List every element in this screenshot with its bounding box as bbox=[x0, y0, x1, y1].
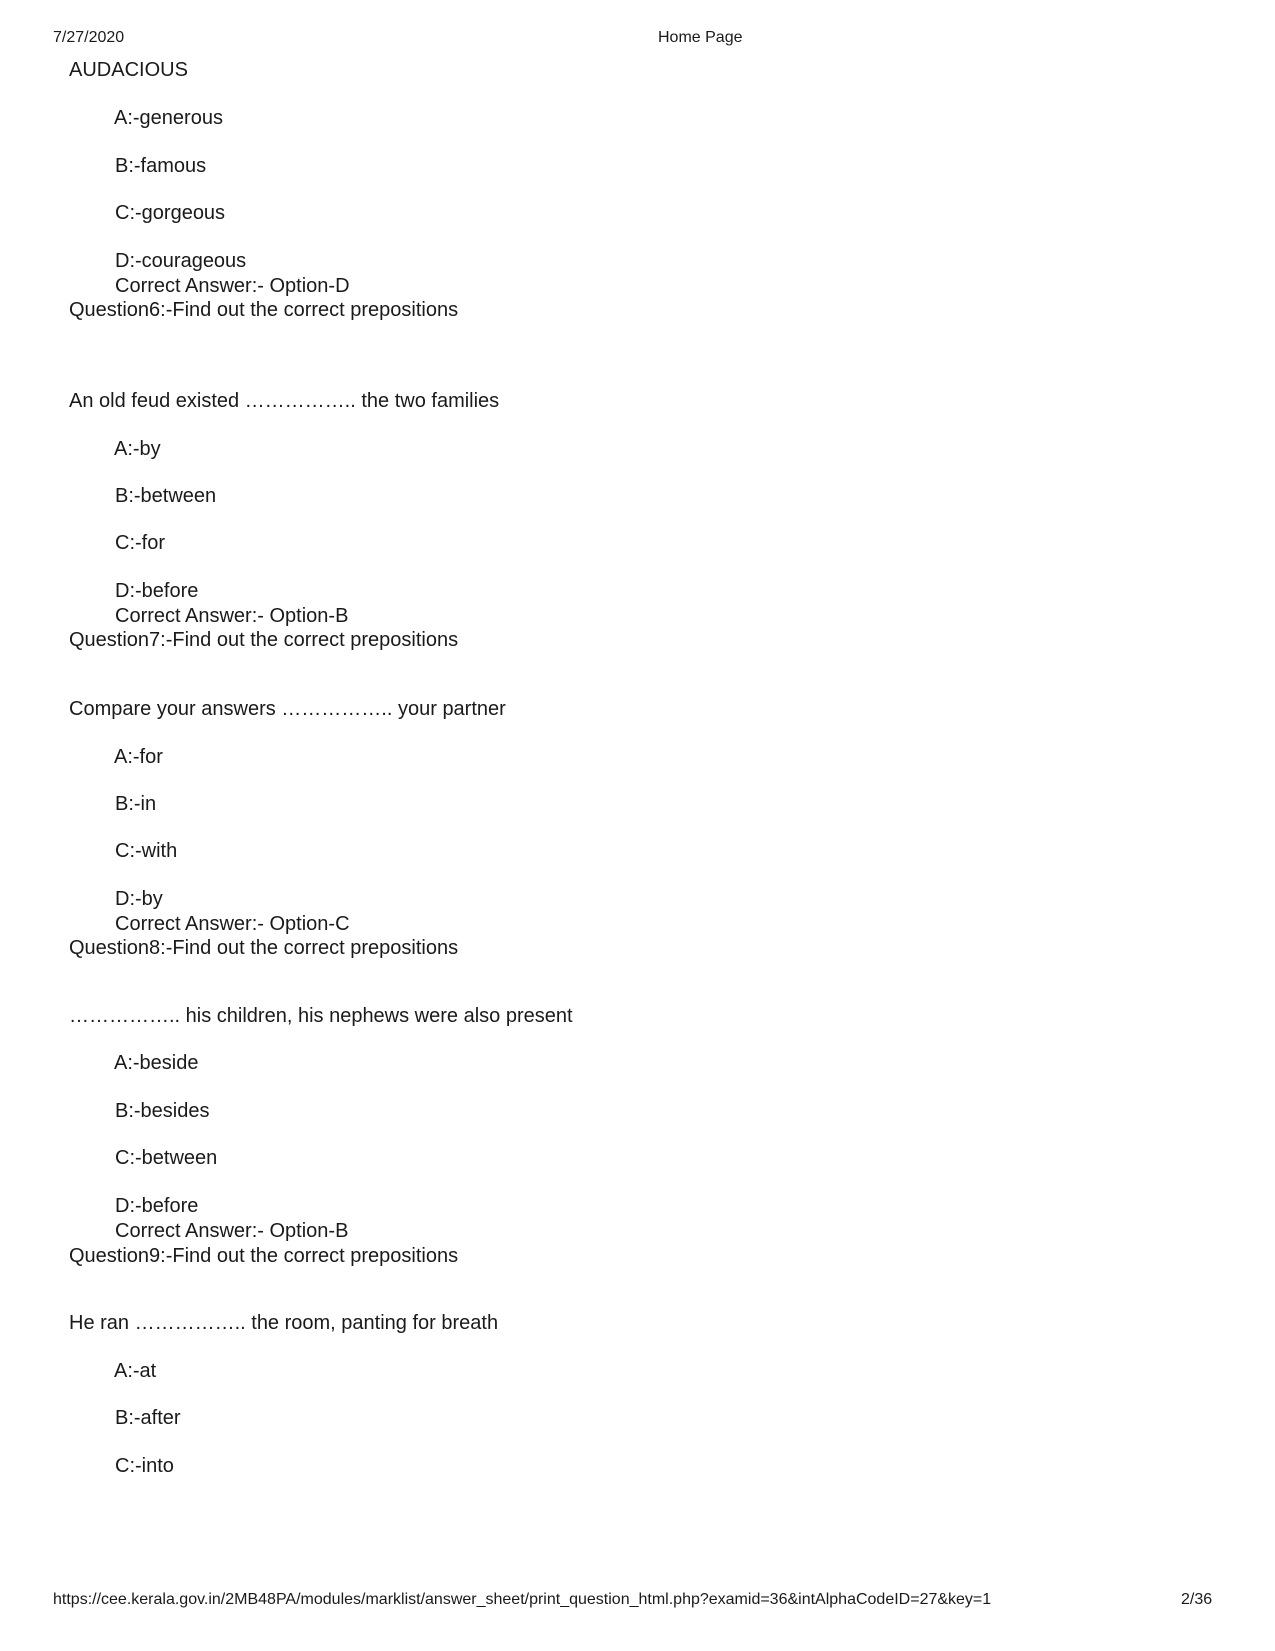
option-b: B:-in bbox=[115, 793, 157, 815]
print-date: 7/27/2020 bbox=[53, 29, 125, 46]
question-title: Question9:-Find out the correct prepositions bbox=[69, 1245, 459, 1267]
option-b: B:-besides bbox=[115, 1100, 210, 1122]
option-c: C:-for bbox=[115, 532, 165, 554]
option-a: A:-for bbox=[114, 746, 163, 768]
question-title: Question8:-Find out the correct prepositions bbox=[69, 937, 459, 959]
option-d: D:-courageous bbox=[115, 250, 247, 272]
option-c: C:-into bbox=[115, 1455, 174, 1477]
option-a: A:-at bbox=[114, 1360, 157, 1382]
question-sentence: An old feud existed …………….. the two families bbox=[69, 390, 500, 412]
page-title: Home Page bbox=[658, 29, 743, 46]
correct-answer: Correct Answer:- Option-B bbox=[115, 1220, 349, 1242]
question-sentence: Compare your answers …………….. your partner bbox=[69, 698, 506, 720]
question-sentence: He ran …………….. the room, panting for breath bbox=[69, 1312, 499, 1334]
source-url: https://cee.kerala.gov.in/2MB48PA/modules/marklist/answer_sheet/print_question_html.php?examid=36&intAlphaCodeID=27&key=1 bbox=[53, 1591, 992, 1608]
question-title: Question6:-Find out the correct prepositions bbox=[69, 299, 459, 321]
option-b: B:-famous bbox=[115, 155, 207, 177]
option-d: D:-by bbox=[115, 888, 163, 910]
option-d: D:-before bbox=[115, 1195, 199, 1217]
correct-answer: Correct Answer:- Option-B bbox=[115, 605, 349, 627]
question-word: AUDACIOUS bbox=[69, 59, 188, 81]
option-a: A:-beside bbox=[114, 1052, 199, 1074]
correct-answer: Correct Answer:- Option-C bbox=[115, 913, 350, 935]
question-sentence: …………….. his children, his nephews were also present bbox=[69, 1005, 573, 1027]
option-d: D:-before bbox=[115, 580, 199, 602]
question-title: Question7:-Find out the correct prepositions bbox=[69, 629, 459, 651]
option-b: B:-after bbox=[115, 1407, 181, 1429]
option-c: C:-with bbox=[115, 840, 178, 862]
option-b: B:-between bbox=[115, 485, 217, 507]
option-a: A:-by bbox=[114, 438, 161, 460]
option-a: A:-generous bbox=[114, 107, 223, 129]
page-number: 2/36 bbox=[1181, 1591, 1213, 1608]
option-c: C:-between bbox=[115, 1147, 218, 1169]
option-c: C:-gorgeous bbox=[115, 202, 226, 224]
correct-answer: Correct Answer:- Option-D bbox=[115, 275, 350, 297]
